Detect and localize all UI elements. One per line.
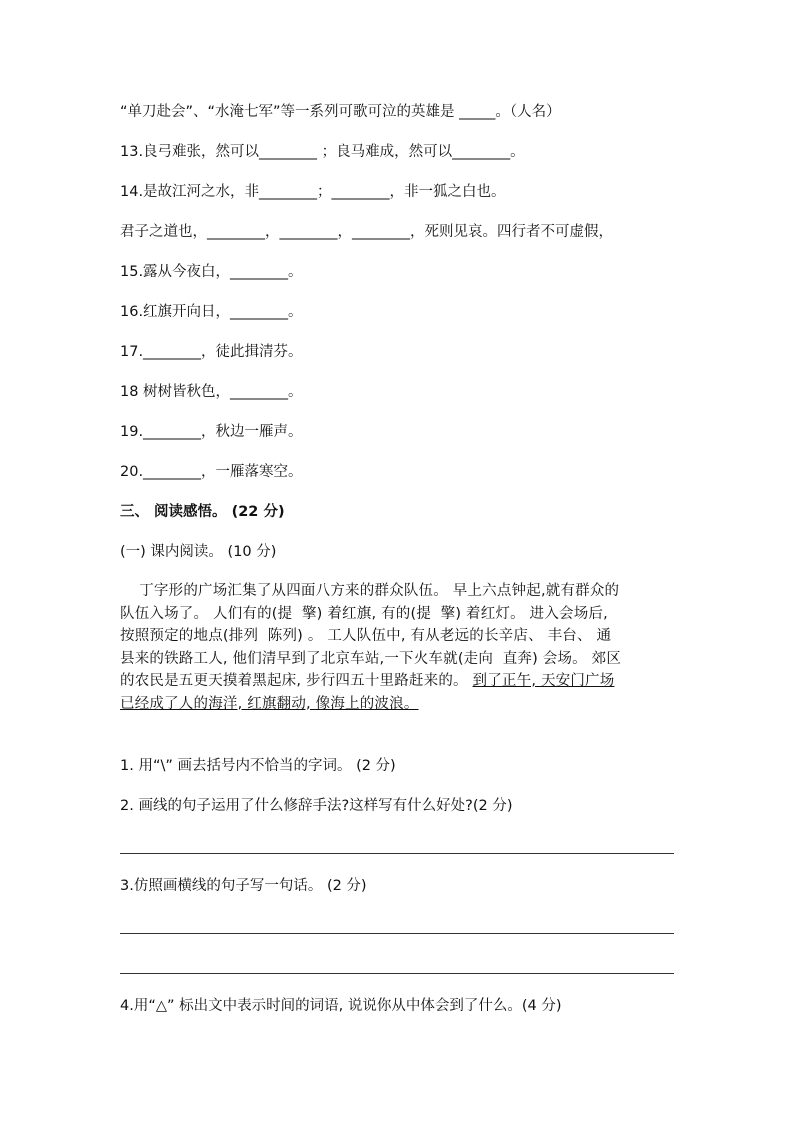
question-14: 14.是故江河之水，非________；________，非一狐之白也。 xyxy=(120,184,506,200)
question-20: 20.________，一雁落寒空。 xyxy=(120,464,303,480)
question-3: 3.仿照画横线的句子写一句话。 (2 分) xyxy=(120,878,367,894)
underlined-sentence: 到了正午, 天安门广场 xyxy=(472,673,615,689)
question-13: 13.良弓难张，然可以________ ；良马难成，然可以________。 xyxy=(120,144,525,160)
reading-passage xyxy=(120,580,676,715)
answer-line xyxy=(120,973,674,974)
answer-line xyxy=(120,933,674,934)
underlined-sentence: 已经成了人的海洋, 红旗翻动, 像海上的波浪。 xyxy=(120,695,419,712)
fill-in-line-junzi: 君子之道也，________，________，________，死则见哀。四行者不可虚假， xyxy=(120,224,613,240)
question-2: 2. 画线的句子运用了什么修辞手法?这样写有什么好处?(2 分) xyxy=(120,798,513,814)
passage-line xyxy=(120,693,676,716)
section-three-heading: 三、 阅读感悟。 (22 分) xyxy=(120,504,285,520)
question-15: 15.露从今夜白，________。 xyxy=(120,264,303,280)
question-16: 16.红旗开向日，________。 xyxy=(120,304,303,320)
question-18: 18 树树皆秋色，________。 xyxy=(120,384,303,400)
subsection-heading: (一) 课内阅读。 (10 分) xyxy=(120,544,277,560)
fill-in-line-hero: “单刀赴会”、“水淹七军”等一系列可歌可泣的英雄是 _____。（人名） xyxy=(120,104,561,120)
passage-line xyxy=(120,670,676,693)
question-19: 19.________，秋边一雁声。 xyxy=(120,424,303,440)
passage-line: 丁字形的广场汇集了从四面八方来的群众队伍。 早上六点钟起,就有群众的 xyxy=(120,583,620,599)
answer-line xyxy=(120,853,674,854)
passage-line: 队伍入场了。 人们有的(提 擎) 着红旗, 有的(提 擎) 着红灯。 进入会场后, xyxy=(120,605,608,622)
passage-text: 的农民是五更天摸着黑起床, 步行四五十里路赶来的。 xyxy=(120,673,473,689)
passage-line: 按照预定的地点(排列 陈列) 。 工人队伍中, 有从老远的长辛店、 丰台、 通 xyxy=(120,628,612,644)
question-4: 4.用“△” 标出文中表示时间的词语, 说说你从中体会到了什么。(4 分) xyxy=(120,998,562,1014)
passage-line: 县来的铁路工人, 他们清早到了北京车站,一下火车就(走向 直奔) 会场。 郊区 xyxy=(120,650,622,667)
question-17: 17.________，徒此揖清芬。 xyxy=(120,344,303,360)
question-1: 1. 用“\” 画去括号内不恰当的字词。 (2 分) xyxy=(120,758,396,774)
